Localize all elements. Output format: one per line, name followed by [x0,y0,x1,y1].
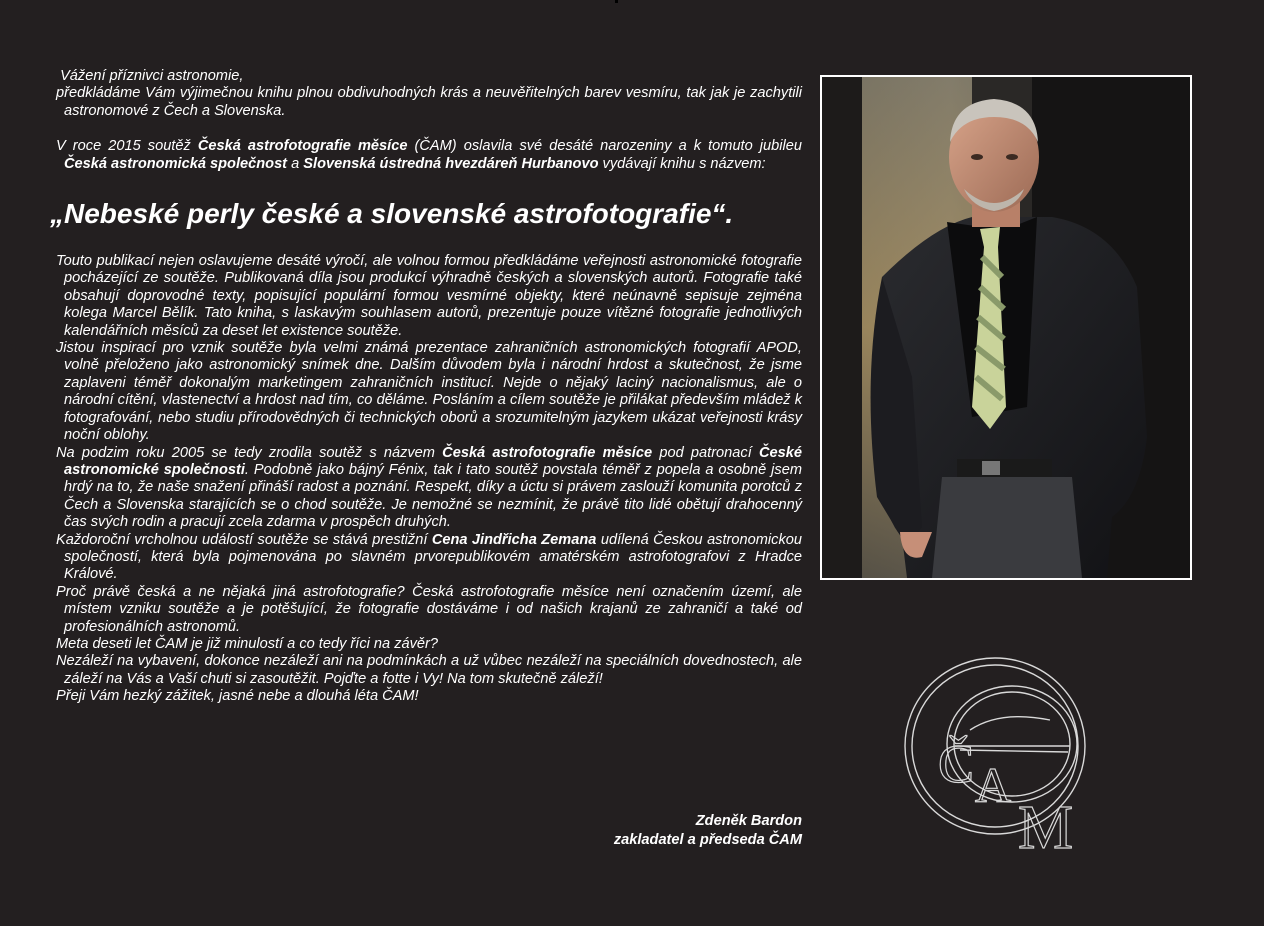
cam-logo [900,650,1100,860]
logo-letters-bound: ČAM [900,650,903,651]
signature-role: zakladatel a předseda ČAM [613,832,802,848]
signature-name: Zdeněk Bardon [695,813,802,829]
svg-text:A: A [975,757,1012,813]
top-mark [615,0,618,3]
svg-text:M: M [1018,794,1074,860]
portrait-illustration [822,77,1190,578]
paragraph-origin: Na podzim roku 2005 se tedy zrodila soutěž s názvem Česká astrofotografie měsíce pod patronací České astronomické společnosti. Podobně jako bájný Fénix, tak i tato soutěž povstala téměř z popela a osobně jsem hrdý na to, že naše snažení přináší radost a poznání. Respekt, díky a úctu si právem zaslouží komunita porotců z Čech a Slovenska starajících se o chod soutěže. Je nemožné se nezmínit, že právě tito lidé obětují drahocenný čas svých rodin a pracují zcela zdarma v prospěch druhých. [56,444,802,531]
paragraph-conclusion: Nezáleží na vybavení, dokonce nezáleží ani na podmínkách a už vůbec nezáleží na speciálních dovednostech, ale záleží na Vás a Vaší chuti si zasoutěžit. Pojďte a fotte i Vy! Na tom skutečně záleží! [56,653,802,687]
portrait-photo [820,75,1192,580]
anniversary-paragraph: V roce 2015 soutěž Česká astrofotografie měsíce (ČAM) oslavila své desáté narozeniny a k tomuto jubileu Česká astronomická společnost a Slovenská ústredná hvezdáreň Hurbanovo vydávají knihu s názvem: [56,138,802,172]
letter-text [50,68,802,706]
greeting: Vážení příznivci astronomie, [60,68,244,84]
intro-paragraph: předkládáme Vám výjimečnou knihu plnou obdivuhodných krás a neuvěřitelných barev vesmíru, tak jak je zachytili astronomové z Čech a Slovenska. [56,85,802,119]
paragraph-inspiration: Jistou inspirací pro vznik soutěže byla velmi známá prezentace zahraničních astronomických fotografií APOD, volně přeloženo jako astronomický snímek dne. Dalším důvodem byla i národní hrdost a skutečnost, že jsme zaplaveni téměř dokonalým marketingem zahraničních institucí. Nejde o nějaký laciný nacionalismus, ale o národní cítění, vlastenectví a hrdost nad tím, co děláme. Posláním a cílem soutěže je přilákat především mládež k fotografování, nebo studiu přírodovědných či technických oborů a srozumitelným jazykem ukázat veřejnosti krásy noční oblohy. [56,340,802,444]
logo-letters: Č [938,734,975,794]
signature [614,812,802,850]
book-title: „Nebeské perly české a slovenské astrofotografie“. [50,198,734,230]
paragraph-why: Proč právě česká a ne nějaká jiná astrofotografie? Česká astrofotografie měsíce není označením území, ale místem vzniku soutěže a je potěšující, že fotografie dostáváme i od našich krajanů ze zahraničí a také od profesionálních astronomů. [56,583,802,635]
paragraph-meta: Meta deseti let ČAM je již minulostí a co tedy říci na závěr? [56,635,439,652]
paragraph-publication: Touto publikací nejen oslavujeme desáté výročí, ale volnou formou předkládáme veřejnosti astronomické fotografie pocházející ze soutěže. Publikovaná díla jsou produkcí výhradně českých a slovenských autorů. Fotografie také obsahují doprovodné texty, popisující populární formou vesmírné objekty, které neúnavně sepisuje zejména kolega Marcel Bělík. Tato kniha, s laskavým souhlasem autorů, prezentuje pouze vítězné fotografie jednotlivých kalendářních měsíců za deset let existence soutěže. [56,253,802,339]
paragraph-award: Každoroční vrcholnou událostí soutěže se stává prestižní Cena Jindřicha Zemana udílená Českou astronomickou společností, která byla pojmenována po slavném prvorepublikovém amatérském astrofotografovi z Hradce Králové. [56,531,802,583]
paragraph-wish: Přeji Vám hezký zážitek, jasné nebe a dlouhá léta ČAM! [56,688,419,705]
